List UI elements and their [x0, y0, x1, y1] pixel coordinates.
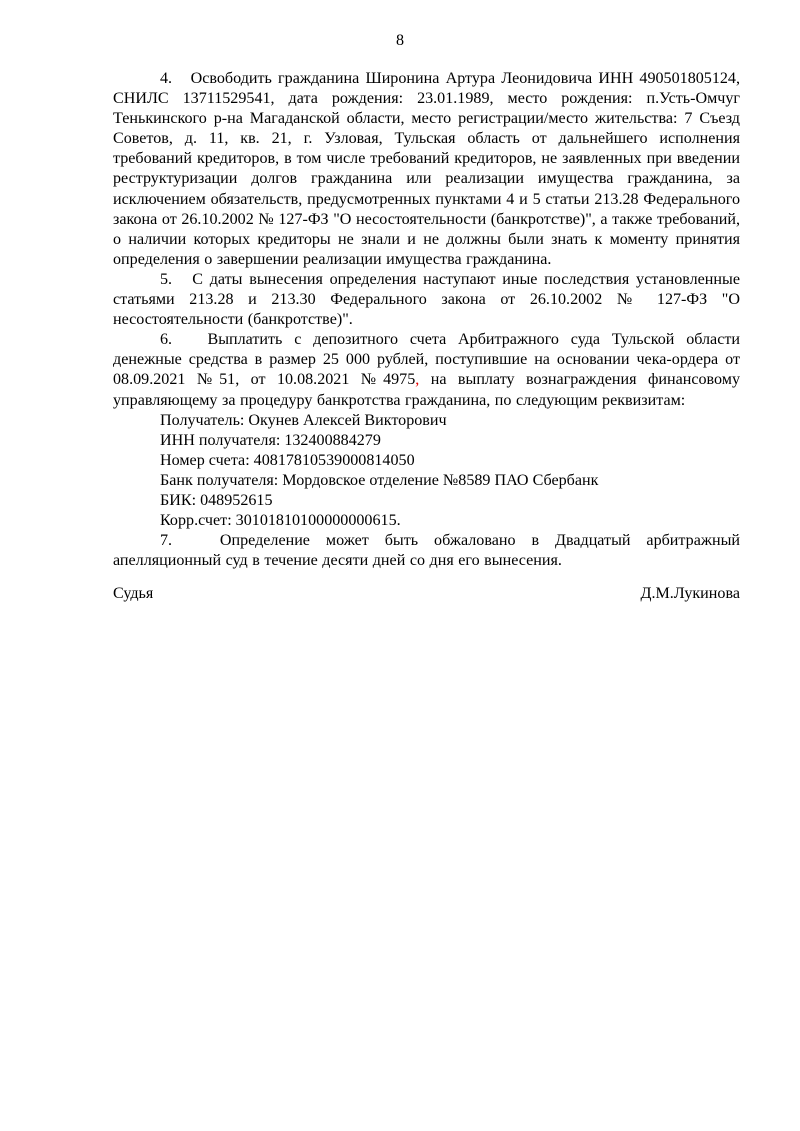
paragraph-item-4: 4. Освободить гражданина Широнина Артура Леонидовича ИНН 490501805124, СНИЛС 13711529541, дата рождения: 23.01.1989, место рождения: п.Усть-Омчуг Тенькинского р-на Магаданской области, место регистрации/место жительства: 7 Съезд Советов, д. 11, кв. 21, г. Узловая, Тульская область от дальнейшего исполнения требований кредиторов, в том числе требований кредиторов, не заявленных при введении реструктуризации долгов гражданина или реализации имущества гражданина, за исключением обязательств, предусмотренных пунктами 4 и 5 статьи 213.28 Федерального закона от 26.10.2002 № 127-ФЗ "О несостоятельности (банкротстве)", а также требований, о наличии которых кредиторы не знали и не должны были знать к моменту принятия определения о завершении реализации имущества гражданина.: [113, 70, 740, 268]
paragraph-item-6: [113, 330, 740, 410]
paragraph-item-6-continuation: на выплату вознаграждения финансовому управляющему за процедуру банкротства гражданина, по следующим реквизитам:: [113, 371, 740, 409]
judge-title: Судья: [113, 585, 154, 603]
page-number: 8: [395, 32, 405, 49]
requisite-corr-account: Корр.счет: 30101810100000000615.: [160, 512, 401, 530]
requisite-bik: БИК: 048952615: [160, 491, 273, 509]
requisite-recipient: Получатель: Окунев Алексей Викторович: [160, 411, 447, 429]
paragraph-item-6-text: 6. Выплатить с депозитного счета Арбитражного суда Тульской области денежные средства в размер 25 000 рублей, поступившие на основании чека-ордера от 08.09.2021 №51, от 10.08.2021 №4975: [113, 331, 740, 389]
paragraph-item-7: 7. Определение может быть обжаловано в Двадцатый арбитражный апелляционный суд в течение десяти дней со дня его вынесения.: [113, 532, 740, 570]
paragraph-item-5: 5. С даты вынесения определения наступают иные последствия установленные статьями 213.28 и 213.30 Федерального закона от 26.10.2002 № 127-ФЗ "О несостоятельности (банкротстве)".: [113, 270, 740, 329]
requisite-account-number: Номер счета: 40817810539000814050: [160, 451, 415, 469]
signature-block: [113, 584, 740, 604]
document-body: [113, 69, 740, 604]
requisite-inn: ИНН получателя: 132400884279: [160, 431, 381, 449]
requisite-bank: Банк получателя: Мордовское отделение №8589 ПАО Сбербанк: [160, 471, 599, 489]
bank-requisites-block: [160, 411, 740, 532]
red-comma-mark: ,: [415, 371, 420, 389]
judge-name: Д.М.Лукинова: [640, 585, 740, 603]
